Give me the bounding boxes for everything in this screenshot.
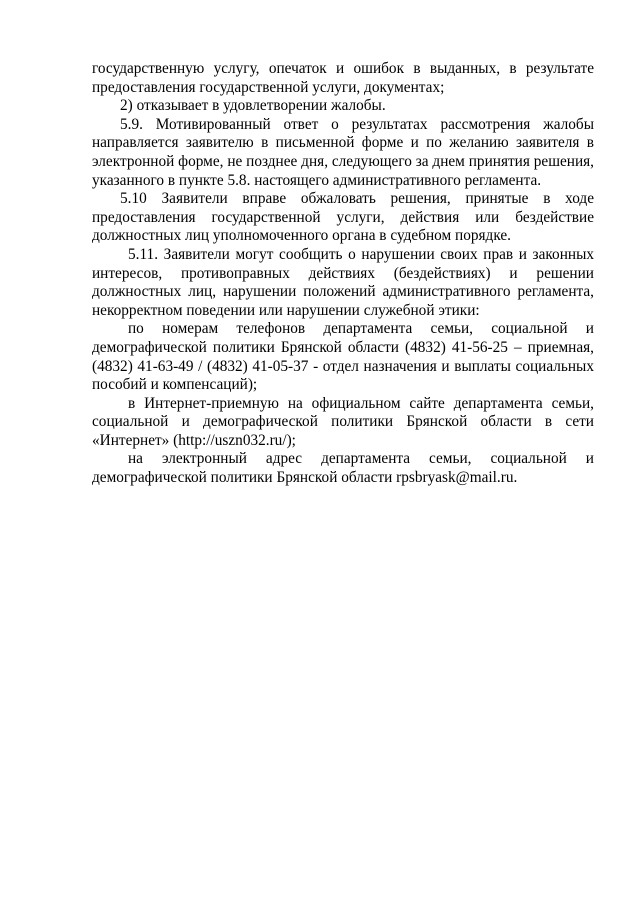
paragraph-continuation: государственную услугу, опечаток и ошибок в выданных, в результате предоставления государственной услуги, документах; [92,60,594,96]
paragraph-5-10: 5.10 Заявители вправе обжаловать решения, принятые в ходе предоставления государственной услуги, действия или бездействие должностных лиц уполномоченного органа в судебном порядке. [92,190,594,245]
paragraph-internet-reception: в Интернет-приемную на официальном сайте департамента семьи, социальной и демографической политики Брянской области в сети «Интернет» (http://uszn032.ru/); [92,394,594,449]
paragraph-5-9: 5.9. Мотивированный ответ о результатах рассмотрения жалобы направляется заявителю в письменной форме и по желанию заявителя в электронной форме, не позднее дня, следующего за днем принятия решения, указанного в пункте 5.8. настоящего административного регламента. [92,115,594,189]
paragraph-item-2: 2) отказывает в удовлетворении жалобы. [120,97,386,115]
paragraph-5-11: 5.11. Заявители могут сообщить о нарушении своих прав и законных интересов, противоправных действиях (бездействиях) и решении должностных лиц, нарушении положений административного регламента, некорректном поведении или нарушении служебной этики: [92,245,594,319]
paragraph-phone-contacts: по номерам телефонов департамента семьи, социальной и демографической политики Брянской области (4832) 41-56-25 – приемная, (4832) 41-63-49 / (4832) 41-05-37 - отдел назначения и выплаты социальных пособий и компенсаций); [92,320,594,394]
paragraph-email-address: на электронный адрес департамента семьи, социальной и демографической политики Брянской области rpsbryask@mail.ru. [92,450,594,487]
document-body [92,60,594,488]
